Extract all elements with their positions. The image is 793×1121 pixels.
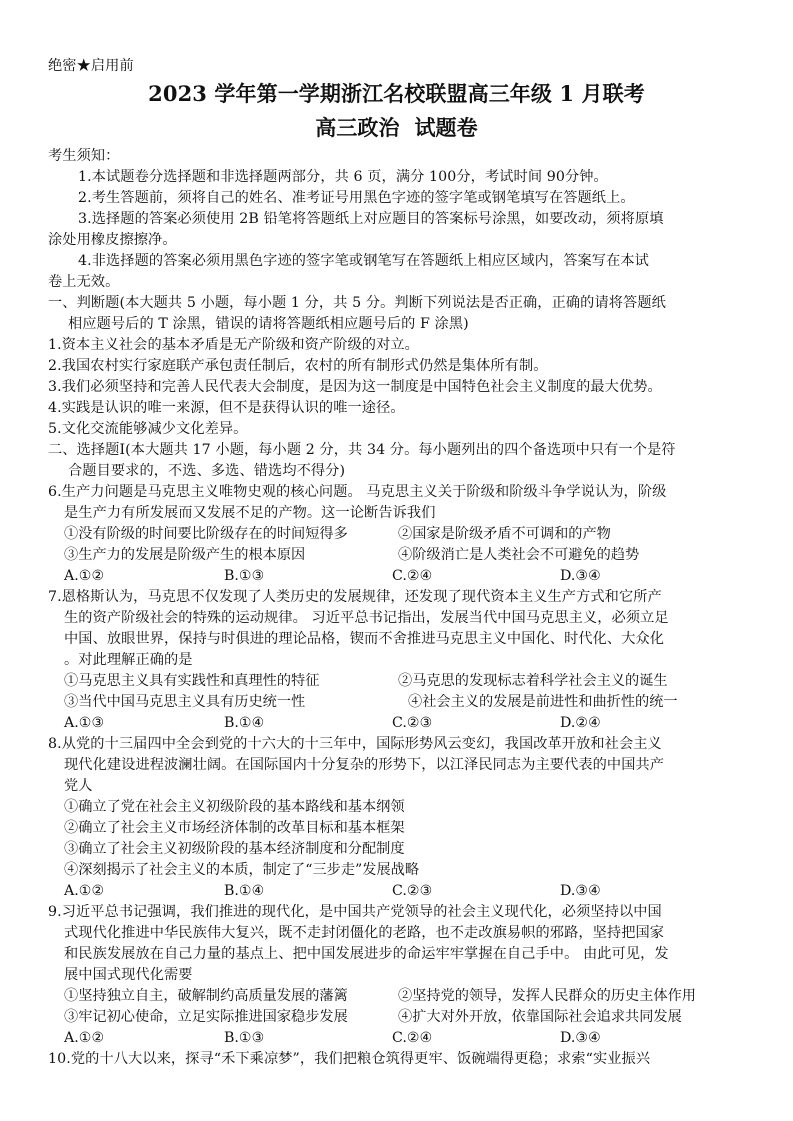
- question-6-statement-3: ③生产力的发展是阶级产生的根本原因: [64, 547, 306, 563]
- question-7-statement-2: ②马克思的发现标志着科学社会主义的诞生: [398, 673, 668, 689]
- question-7-option-a: A.①③: [64, 715, 105, 731]
- question-9-option-a: A.①②: [64, 1030, 105, 1046]
- instructions-heading: 考生须知：: [48, 148, 120, 164]
- question-8-option-a: A.①②: [64, 883, 105, 899]
- question-7-stem: 中国、放眼世界，保持与时俱进的理论品格，锲而不舍推进马克思主义中国化、时代化、大众化: [64, 631, 665, 647]
- instruction-2: 2.考生答题前，须将自己的姓名、准考证号用黑色字迹的签字笔或钢笔填写在答题纸上。: [78, 190, 635, 206]
- question-7-option-c: C.②③: [392, 715, 433, 731]
- question-8-option-d: D.③④: [560, 883, 601, 899]
- question-7-stem: 7.恩格斯认为，马克思不仅发现了人类历史的发展规律，还发现了现代资本主义生产方式和它所产: [48, 589, 662, 605]
- question-8-statement-1: ①确立了党在社会主义初级阶段的基本路线和基本纲领: [64, 799, 405, 815]
- judge-question-5: 5.文化交流能够减少文化差异。: [48, 421, 248, 437]
- judge-question-2: 2.我国农村实行家庭联产承包责任制后，农村的所有制形式仍然是集体所有制。: [48, 358, 548, 374]
- judge-question-3: 3.我们必须坚持和完善人民代表大会制度，是因为这一制度是中国特色社会主义制度的最大优势。: [48, 379, 662, 395]
- instruction-4: 4.非选择题的答案必须用黑色字迹的签字笔或钢笔写在答题纸上相应区域内，答案写在本试: [78, 253, 649, 269]
- question-9-statement-3: ③牢记初心使命，立足实际推进国家稳步发展: [64, 1009, 348, 1025]
- instruction-4-cont: 卷上无效。: [48, 274, 120, 290]
- question-9-statement-2: ②坚持党的领导，发挥人民群众的历史主体作用: [398, 988, 696, 1004]
- part2-heading: 二、选择题Ⅰ(本大题共 17 小题，每小题 2 分，共 34 分。每小题列出的四个备选项中只有一个是符: [48, 442, 676, 458]
- question-9-option-b: B.①③: [224, 1030, 265, 1046]
- question-7-statement-3: ③当代中国马克思主义具有历史统一性: [64, 694, 306, 710]
- part1-heading-cont: 相应题号后的 T 涂黑，错误的请将答题纸相应题号后的 F 涂黑): [68, 316, 469, 332]
- question-6-option-a: A.①②: [64, 568, 105, 584]
- question-6-statement-4: ④阶级消亡是人类社会不可避免的趋势: [398, 547, 640, 563]
- instruction-3-cont: 涂处用橡皮擦擦净。: [48, 232, 177, 248]
- question-7-statement-1: ①马克思主义具有实践性和真理性的特征: [64, 673, 320, 689]
- question-8-option-b: B.①④: [224, 883, 265, 899]
- question-9-stem: 和民族发展放在自己力量的基点上、把中国发展进步的命运牢牢掌握在自己手中。 由此可见，发: [64, 946, 669, 962]
- question-8-stem: 8.从党的十三届四中全会到党的十六大的十三年中，国际形势风云变幻，我国改革开放和社会主义: [48, 736, 662, 752]
- question-9-stem: 式现代化推进中华民族伟大复兴，既不走封闭僵化的老路，也不走改旗易帜的邪路，坚持把国家: [64, 925, 665, 941]
- question-9-stem: 展中国式现代化需要: [64, 967, 193, 983]
- question-6-option-d: D.③④: [560, 568, 601, 584]
- question-6-option-c: C.②④: [392, 568, 433, 584]
- judge-question-4: 4.实践是认识的唯一来源，但不是获得认识的唯一途径。: [48, 400, 405, 416]
- question-9-statement-1: ①坚持独立自主，破解制约高质量发展的藩篱: [64, 988, 348, 1004]
- question-9-statement-4: ④扩大对外开放，依靠国际社会追求共同发展: [398, 1009, 682, 1025]
- question-6-statement-2: ②国家是阶级矛盾不可调和的产物: [398, 526, 611, 542]
- instruction-1: 1.本试题卷分选择题和非选择题两部分，共 6 页，满分 100分，考试时间 90分钟。: [78, 169, 608, 185]
- question-7-stem: 生的资产阶级社会的特殊的运动规律。 习近平总书记指出，发展当代中国马克思主义，必须立足: [64, 610, 669, 626]
- question-6-statement-1: ①没有阶级的时间要比阶级存在的时间短得多: [64, 526, 348, 542]
- question-6-option-b: B.①③: [224, 568, 265, 584]
- question-6-stem: 是生产力有所发展而又发展不足的产物。这一论断告诉我们: [64, 505, 436, 521]
- question-6-stem: 6.生产力问题是马克思主义唯物史观的核心问题。 马克思主义关于阶级和阶级斗争学说认为，阶级: [48, 484, 667, 500]
- question-9-option-c: C.②④: [392, 1030, 433, 1046]
- judge-question-1: 1.资本主义社会的基本矛盾是无产阶级和资产阶级的对立。: [48, 337, 419, 353]
- question-8-stem: 党人: [64, 778, 93, 794]
- exam-title: 2023 学年第一学期浙江名校联盟高三年级 1 月联考: [148, 81, 645, 106]
- question-10-stem: 10.党的十八大以来，探寻“禾下乘凉梦”，我们把粮仓筑得更牢、饭碗端得更稳；求索“实业振兴: [48, 1051, 651, 1067]
- instruction-3: 3.选择题的答案必须使用 2B 铅笔将答题纸上对应题目的答案标号涂黑，如要改动，须将原填: [78, 211, 664, 227]
- question-8-statement-2: ②确立了社会主义市场经济体制的改革目标和基本框架: [64, 820, 405, 836]
- question-8-stem: 现代化建设进程波澜壮阔。在国际国内十分复杂的形势下，以江泽民同志为主要代表的中国共产: [64, 757, 665, 773]
- question-7-option-d: D.②④: [560, 715, 601, 731]
- exam-subtitle: 高三政治 试题卷: [315, 115, 478, 140]
- question-7-statement-4: ④社会主义的发展是前进性和曲折性的统一: [408, 694, 678, 710]
- part1-heading: 一、判断题(本大题共 5 小题，每小题 1 分，共 5 分。判断下列说法是否正确，正确的请将答题纸: [48, 295, 666, 311]
- question-8-option-c: C.②③: [392, 883, 433, 899]
- question-9-option-d: D.③④: [560, 1030, 601, 1046]
- question-9-stem: 9.习近平总书记强调，我们推进的现代化，是中国共产党领导的社会主义现代化，必须坚持以中国: [48, 904, 662, 920]
- question-7-stem: 。对此理解正确的是: [64, 652, 193, 668]
- question-7-option-b: B.①④: [224, 715, 265, 731]
- question-8-statement-4: ④深刻揭示了社会主义的本质，制定了“三步走”发展战略: [64, 862, 420, 878]
- part2-heading-cont: 合题目要求的，不选、多选、错选均不得分): [68, 463, 346, 479]
- secret-label: 绝密★启用前: [48, 58, 134, 74]
- question-8-statement-3: ③确立了社会主义初级阶段的基本经济制度和分配制度: [64, 841, 405, 857]
